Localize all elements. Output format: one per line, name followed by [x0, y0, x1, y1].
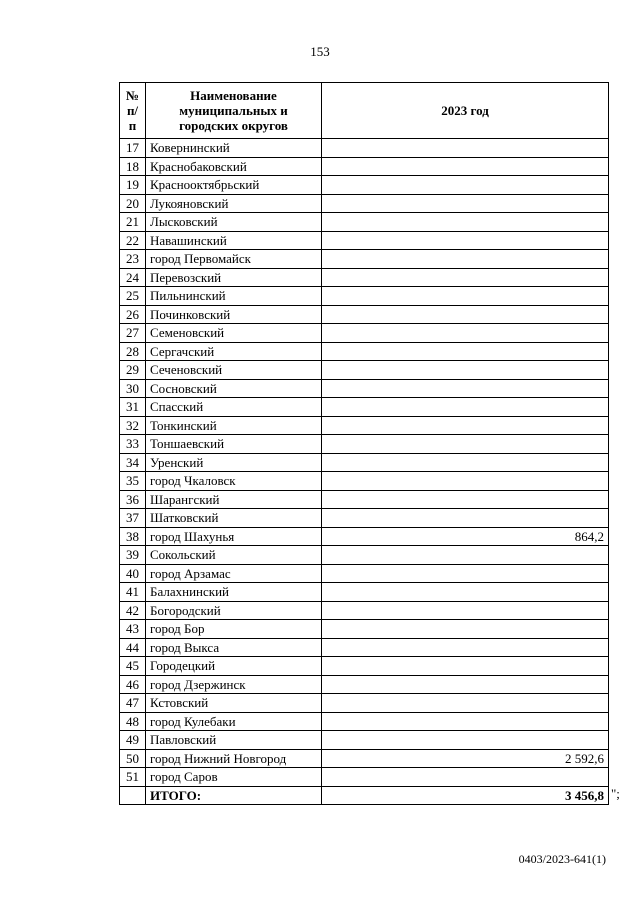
table-row — [120, 527, 609, 546]
page-number: 153 — [310, 44, 330, 59]
table-row — [120, 287, 609, 306]
row-value — [322, 231, 609, 250]
row-value — [322, 657, 609, 676]
row-name: Семеновский — [146, 324, 322, 343]
row-name: город Нижний Новгород — [146, 749, 322, 768]
row-number: 32 — [120, 416, 146, 435]
row-name: Починковский — [146, 305, 322, 324]
row-number: 29 — [120, 361, 146, 380]
header-year: 2023 год — [322, 83, 609, 139]
row-number: 17 — [120, 139, 146, 158]
table-row — [120, 749, 609, 768]
table-row — [120, 601, 609, 620]
row-name: Сокольский — [146, 546, 322, 565]
row-value — [322, 250, 609, 269]
row-number: 23 — [120, 250, 146, 269]
row-number: 46 — [120, 675, 146, 694]
row-name: Пильнинский — [146, 287, 322, 306]
row-value — [322, 176, 609, 195]
table-row — [120, 194, 609, 213]
row-value — [322, 361, 609, 380]
row-value — [322, 268, 609, 287]
table-row — [120, 398, 609, 417]
table-row — [120, 490, 609, 509]
table-row — [120, 268, 609, 287]
row-number: 40 — [120, 564, 146, 583]
row-number: 30 — [120, 379, 146, 398]
row-value — [322, 490, 609, 509]
row-name: Сосновский — [146, 379, 322, 398]
table-row — [120, 472, 609, 491]
total-row — [120, 786, 609, 805]
row-value — [322, 472, 609, 491]
row-name: город Первомайск — [146, 250, 322, 269]
row-value — [322, 694, 609, 713]
table-row — [120, 768, 609, 787]
row-value — [322, 305, 609, 324]
row-value — [322, 324, 609, 343]
row-name: Шарангский — [146, 490, 322, 509]
table-body — [120, 139, 609, 805]
row-name: Лысковский — [146, 213, 322, 232]
total-label: ИТОГО: — [146, 786, 322, 805]
row-value — [322, 731, 609, 750]
row-number: 22 — [120, 231, 146, 250]
row-name: город Шахунья — [146, 527, 322, 546]
row-value: 864,2 — [322, 527, 609, 546]
row-value — [322, 712, 609, 731]
row-name: город Дзержинск — [146, 675, 322, 694]
row-name: Богородский — [146, 601, 322, 620]
row-number: 28 — [120, 342, 146, 361]
row-name: Балахнинский — [146, 583, 322, 602]
row-number: 42 — [120, 601, 146, 620]
table-row — [120, 305, 609, 324]
table-row — [120, 342, 609, 361]
table-row — [120, 509, 609, 528]
row-name: город Чкаловск — [146, 472, 322, 491]
row-name: Сергачский — [146, 342, 322, 361]
row-number: 33 — [120, 435, 146, 454]
table-row — [120, 435, 609, 454]
table-row — [120, 379, 609, 398]
row-number: 37 — [120, 509, 146, 528]
table-row — [120, 361, 609, 380]
row-value — [322, 768, 609, 787]
row-name: Тонкинский — [146, 416, 322, 435]
row-name: Уренский — [146, 453, 322, 472]
row-value — [322, 583, 609, 602]
row-number: 20 — [120, 194, 146, 213]
table-row — [120, 231, 609, 250]
row-value — [322, 213, 609, 232]
table-row — [120, 416, 609, 435]
table-row — [120, 564, 609, 583]
row-number: 47 — [120, 694, 146, 713]
row-number: 18 — [120, 157, 146, 176]
header-name: Наименование муниципальных и городских округов — [146, 83, 322, 139]
table-row — [120, 213, 609, 232]
row-number: 21 — [120, 213, 146, 232]
row-name: Тоншаевский — [146, 435, 322, 454]
table-row — [120, 176, 609, 195]
table-row — [120, 250, 609, 269]
row-value — [322, 287, 609, 306]
row-value — [322, 564, 609, 583]
table-row — [120, 453, 609, 472]
row-number: 26 — [120, 305, 146, 324]
table-row — [120, 324, 609, 343]
row-value — [322, 379, 609, 398]
header-num: № п/п — [120, 83, 146, 139]
row-name: Павловский — [146, 731, 322, 750]
table-row — [120, 638, 609, 657]
row-number: 41 — [120, 583, 146, 602]
total-value: 3 456,8 — [322, 786, 609, 805]
row-name: город Арзамас — [146, 564, 322, 583]
table-row — [120, 712, 609, 731]
row-number: 48 — [120, 712, 146, 731]
row-name: город Бор — [146, 620, 322, 639]
row-name: город Саров — [146, 768, 322, 787]
row-value — [322, 546, 609, 565]
total-empty-cell — [120, 786, 146, 805]
row-number: 36 — [120, 490, 146, 509]
table-row — [120, 139, 609, 158]
row-value — [322, 139, 609, 158]
row-name: Кстовский — [146, 694, 322, 713]
row-value — [322, 675, 609, 694]
row-value — [322, 398, 609, 417]
document-code: 0403/2023-641(1) — [518, 852, 606, 866]
table-row — [120, 694, 609, 713]
row-number: 38 — [120, 527, 146, 546]
row-name: Городецкий — [146, 657, 322, 676]
row-number: 27 — [120, 324, 146, 343]
budget-table — [119, 82, 609, 805]
row-name: Спасский — [146, 398, 322, 417]
row-value — [322, 342, 609, 361]
table-row — [120, 731, 609, 750]
row-number: 19 — [120, 176, 146, 195]
table-row — [120, 657, 609, 676]
row-name: город Выкса — [146, 638, 322, 657]
table-row — [120, 675, 609, 694]
table-row — [120, 620, 609, 639]
row-number: 25 — [120, 287, 146, 306]
row-number: 50 — [120, 749, 146, 768]
row-name: Лукояновский — [146, 194, 322, 213]
row-value — [322, 435, 609, 454]
row-name: Краснооктябрьский — [146, 176, 322, 195]
row-value — [322, 620, 609, 639]
row-value: 2 592,6 — [322, 749, 609, 768]
row-number: 39 — [120, 546, 146, 565]
table-row — [120, 546, 609, 565]
total-suffix: "; — [611, 786, 620, 801]
row-number: 49 — [120, 731, 146, 750]
row-number: 24 — [120, 268, 146, 287]
row-number: 35 — [120, 472, 146, 491]
row-number: 43 — [120, 620, 146, 639]
row-value — [322, 509, 609, 528]
row-value — [322, 416, 609, 435]
table-row — [120, 157, 609, 176]
row-name: Ковернинский — [146, 139, 322, 158]
row-value — [322, 601, 609, 620]
table-row — [120, 583, 609, 602]
row-name: город Кулебаки — [146, 712, 322, 731]
row-number: 44 — [120, 638, 146, 657]
row-name: Навашинский — [146, 231, 322, 250]
row-value — [322, 157, 609, 176]
row-name: Перевозский — [146, 268, 322, 287]
row-value — [322, 638, 609, 657]
row-number: 45 — [120, 657, 146, 676]
row-value — [322, 194, 609, 213]
row-name: Сеченовский — [146, 361, 322, 380]
table-header-row — [120, 83, 609, 139]
row-number: 31 — [120, 398, 146, 417]
row-value — [322, 453, 609, 472]
row-number: 51 — [120, 768, 146, 787]
row-name: Краснобаковский — [146, 157, 322, 176]
row-number: 34 — [120, 453, 146, 472]
row-name: Шатковский — [146, 509, 322, 528]
